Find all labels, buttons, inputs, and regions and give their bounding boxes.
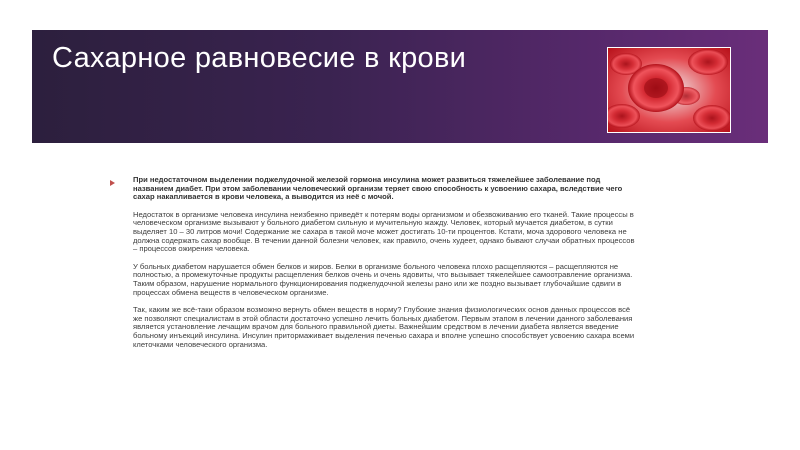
body-text [133,176,635,358]
bullet-arrow-icon [110,180,115,186]
paragraph-3: У больных диабетом нарушается обмен белков и жиров. Белки в организме больного человека плохо расщепляются – расщепляются не полностью, а промежуточные продукты расщепления белков очень и очень ядовиты, что вызывает тяжелейшее самоотравление организма. Таким образом, нарушение нормального функционирования поджелудочной железы рано или же поздно вызывает глубочайшие сдвиги в процессах обмена веществ в человеческом организме. [133,261,633,297]
paragraph-1: При недостаточном выделении поджелудочной железой гормона инсулина может развиться тяжелейшее заболевание под названием диабет. При этом заболевании человеческий организм теряет свою способность к усвоению сахара, вследствие чего сахар накапливается в крови человека, а выводится из неё с мочой. [133,175,623,202]
blood-cells-image [607,47,731,133]
paragraph-4: Так, каким же всё-таки образом возможно вернуть обмен веществ в норму? Глубокие знания физиологических основ данных процессов всё же позволяют специалистам в этой области достаточно успешно лечить больных диабетом. Первым этапом в лечении данного заболевания является установление лечащим врачом для больного правильной диеты. Важнейшим средством в лечении диабета является введение больному инъекций инсулина. Инсулин притормаживает выделения печенью сахара и вполне успешно способствует усвоению сахара всеми клеточками человеческого организма. [133,305,635,349]
paragraph-2: Недостаток в организме человека инсулина неизбежно приведёт к потерям воды организмом и обезвоживанию его тканей. Такие процессы в человеческом организме вызывают у больного диабетом сильную и мучительную жажду. Человек, который мучается диабетом, в сутки выделяет 10 – 30 литров мочи! Содержание же сахара в такой моче может достигать 10-ти процентов. Кстати, моча здорового человека не должна содержать сахар вообще. В течении данной болезни человек, как правило, очень худеет, однако бывают случаи обратных процессов – процессов ожирения человека. [133,209,635,254]
slide-title: Сахарное равновесие в крови [52,42,467,74]
blood-cells-picture [608,48,730,132]
